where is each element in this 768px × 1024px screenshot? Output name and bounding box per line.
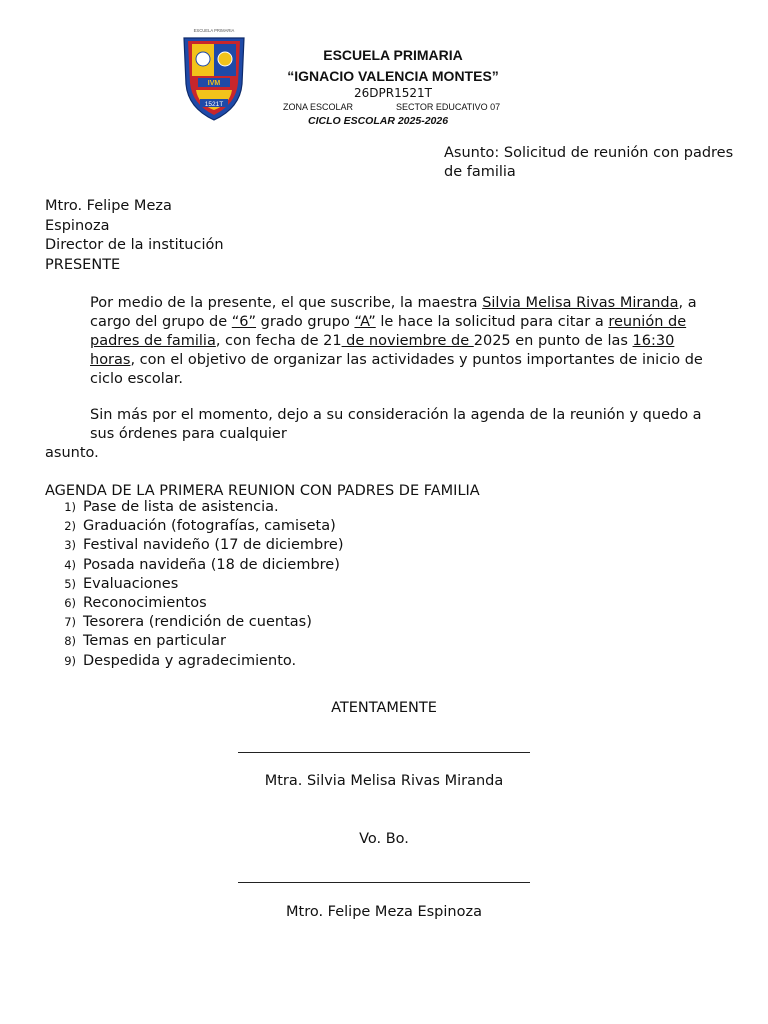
agenda-item [45,518,545,537]
grado-value: “6” [231,314,257,330]
agenda-item-text: Evaluaciones [83,575,179,592]
signer-director: Mtro. Felipe Meza Espinoza [286,904,482,920]
agenda-item [45,537,545,556]
school-type: ESCUELA PRIMARIA [323,47,463,63]
school-name: “IGNACIO VALENCIA MONTES” [287,68,499,84]
vo-bo-label: Vo. Bo. [359,831,409,847]
agenda-item-number: 5) [64,576,76,591]
signer-teacher: Mtra. Silvia Melisa Rivas Miranda [264,773,504,789]
agenda-item-number: 6) [64,595,76,610]
p1-text-b: , a [678,295,697,311]
agenda-item-number: 7) [64,615,76,630]
logo-monogram: IVM [207,80,221,87]
recipient-presente: PRESENTE [45,256,121,273]
p1-text-g: 2025 en punto de las [473,333,633,349]
agenda-item-text: Despedida y agradecimiento. [83,652,297,669]
ciclo-escolar: CICLO ESCOLAR 2025-2026 [308,115,449,127]
agenda-item-text: Posada navideña (18 de diciembre) [83,556,340,573]
recipient-title: Director de la institución [45,237,224,253]
reunion-text-1: reunión de [608,314,687,330]
logo-code: 1521T [204,101,224,108]
agenda-item [45,576,545,595]
fecha-value: de noviembre de [341,333,474,349]
agenda-item [45,499,545,518]
agenda-item [45,595,545,614]
p1-text-c: cargo del grupo de [90,314,232,330]
subject-line [444,144,764,182]
agenda-title: AGENDA DE LA PRIMERA REUNION CON PADRES DE FAMILIA [45,483,480,499]
agenda-item-number: 2) [64,519,76,534]
signature-line-director [238,882,530,883]
subject-line-2: de familia [444,164,516,180]
p2-text-b: sus órdenes para cualquier [90,426,287,442]
agenda-item-text: Festival navideño (17 de diciembre) [83,537,344,554]
body-paragraph-2 [90,406,730,444]
p1-text-a: Por medio de la presente, el que suscribe, la maestra [90,295,483,311]
agenda-item [45,633,545,652]
p1-text-e: le hace la solicitud para citar a [375,314,609,330]
agenda-item [45,653,545,672]
agenda-item-number: 8) [64,634,76,649]
hora-value-1: 16:30 [632,333,675,349]
recipient-name-1: Mtro. Felipe Meza [45,198,172,214]
agenda-item-number: 4) [64,557,76,572]
atentamente: ATENTAMENTE [331,700,437,716]
agenda-item-text: Pase de lista de asistencia. [83,499,279,515]
recipient-name-2: Espinoza [45,217,110,234]
p1-text-h: , con el objetivo de organizar las actividades y puntos importantes de inicio de [130,352,703,368]
agenda-item-text: Temas en particular [83,633,227,650]
agenda-item-number: 1) [64,500,76,514]
p2-text-a: Sin más por el momento, dejo a su consideración la agenda de la reunión y quedo a [90,407,702,423]
agenda-item-text: Tesorera (rendición de cuentas) [83,614,312,631]
teacher-name: Silvia Melisa Rivas Miranda [482,295,679,311]
recipient-block [45,197,224,275]
body-paragraph-1 [90,294,730,389]
agenda-item-number: 9) [64,653,76,668]
agenda-item-text: Graduación (fotografías, camiseta) [83,518,336,535]
agenda-item [45,614,545,633]
agenda-item-text: Reconocimientos [83,594,207,611]
subject-line-1: Asunto: Solicitud de reunión con padres [444,145,734,161]
p1-text-f: , con fecha de 21 [215,333,342,349]
agenda-list [45,499,545,672]
p1-text-i: ciclo escolar. [90,371,183,387]
agenda-item-number: 3) [64,538,76,553]
signature-line-teacher [238,752,530,753]
school-code: 26DPR1521T [354,86,432,100]
school-crest-icon [178,26,250,124]
agenda-item [45,557,545,576]
zona-escolar-label: ZONA ESCOLAR [283,102,354,112]
grupo-value: “A” [354,314,376,330]
reunion-text-2: padres de familia [90,333,216,349]
sector-educativo-label: SECTOR EDUCATIVO 07 [396,102,501,112]
p2-text-c: asunto. [45,445,99,461]
p1-text-d: grado grupo [256,314,355,330]
hora-value-2: horas [90,352,131,368]
logo-top-text: ESCUELA PRIMARIA [193,28,235,33]
